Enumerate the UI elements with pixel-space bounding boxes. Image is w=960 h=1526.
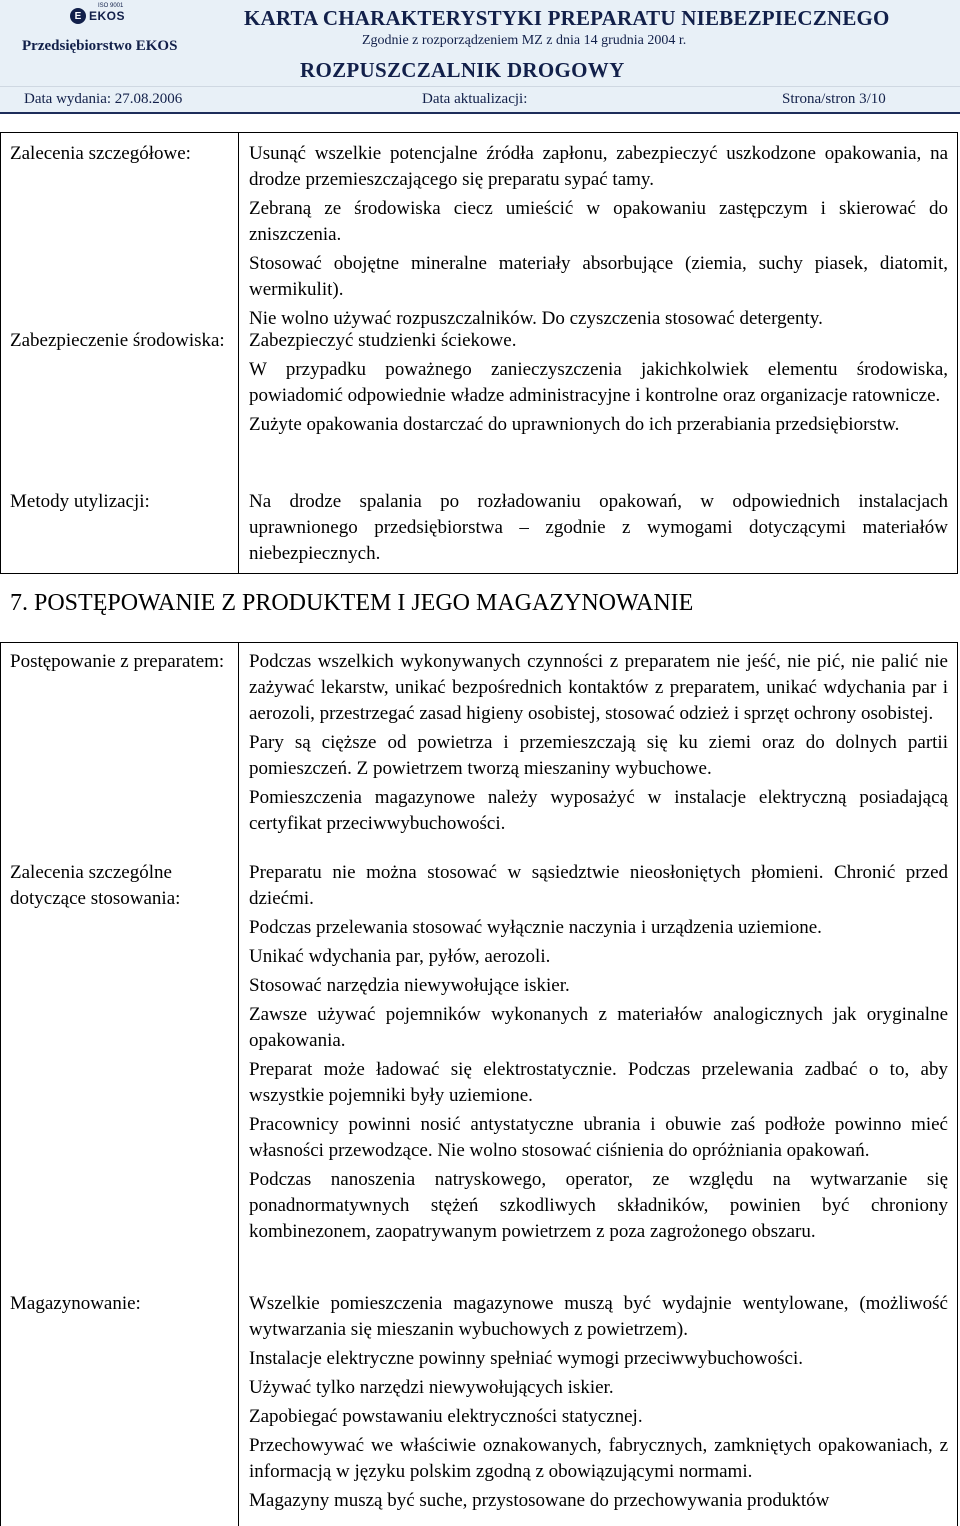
product-name: ROZPUSZCZALNIK DROGOWY xyxy=(300,58,625,82)
label-special-use-recommendations: Zalecenia szczególne dotyczące stosowania: xyxy=(10,862,181,909)
text-storage xyxy=(249,1291,948,1517)
paragraph: Preparat może ładować się elektrostatycznie. Podczas przelewania zadbać o to, aby wszystkie pojemniki były uziemione. xyxy=(249,1059,948,1106)
paragraph: Podczas nanoszenia natryskowego, operator, ze względu na wytwarzanie się ponadnormatywnych stężeń szkodliwych składników, powinien być chroniony kombinezonem, zaopatrywanym powietrzem z poza zagrożonego obszaru. xyxy=(249,1169,948,1242)
text-disposal-methods xyxy=(249,489,948,570)
label-disposal-methods: Metody utylizacji: xyxy=(10,491,150,512)
paragraph: Zużyte opakowania dostarczać do uprawnionych do ich przerabiania przedsiębiorstw. xyxy=(249,414,900,435)
logo-text: EKOS xyxy=(89,9,126,23)
paragraph: Używać tylko narzędzi niewywołujących iskier. xyxy=(249,1377,614,1398)
paragraph: Podczas wszelkich wykonywanych czynności z preparatem nie jeść, nie pić, nie palić nie zażywać lekarstw, unikać bezpośrednich kontaktów z preparatem, unikać wdychania par i aerozoli, przestrzegać zasad higieny osobistej, stosować odzież i sprzęt ochrony osobistej. xyxy=(249,651,948,724)
paragraph: Nie wolno używać rozpuszczalników. Do czyszczenia stosować detergenty. xyxy=(249,308,823,329)
meta-row xyxy=(0,86,960,113)
company-logo xyxy=(0,0,198,58)
paragraph: Instalacje elektryczne powinny spełniać wymogi przeciwwybuchowości. xyxy=(249,1348,803,1369)
label-handling: Postępowanie z preparatem: xyxy=(10,651,225,672)
logo-circle-icon: E xyxy=(70,8,86,24)
card-title: KARTA CHARAKTERYSTYKI PREPARATU NIEBEZPIECZNEGO xyxy=(244,6,890,30)
paragraph: Pomieszczenia magazynowe należy wyposażyć w instalacje elektryczną posiadającą certyfikat przeciwwybuchowości. xyxy=(249,787,948,834)
paragraph: Pracownicy powinni nosić antystatyczne ubrania i obuwie zaś podłoże powinno mieć własności przewodzące. Nie wolno stosować ciśnienia do opróżniania opakowań. xyxy=(249,1114,948,1161)
text-handling xyxy=(249,649,948,840)
label-storage: Magazynowanie: xyxy=(10,1293,141,1314)
card-subtitle: Zgodnie z rozporządzeniem MZ z dnia 14 grudnia 2004 r. xyxy=(362,33,687,48)
paragraph: Przechowywać we właściwie oznakowanych, fabrycznych, zamkniętych opakowaniach, z informacją w języku polskim zgodną z obowiązującymi normami. xyxy=(249,1435,948,1482)
paragraph: Zawsze używać pojemników wykonanych z materiałów analogicznych jak oryginalne opakowania. xyxy=(249,1004,948,1051)
section7-heading: 7. POSTĘPOWANIE Z PRODUKTEM I JEGO MAGAZYNOWANIE xyxy=(10,590,694,616)
text-detailed-recommendations xyxy=(249,141,948,335)
header-divider xyxy=(0,112,960,114)
paragraph: W przypadku poważnego zanieczyszczenia jakichkolwiek elementu środowiska, powiadomić odpowiednie władze administracyjne i kontrolne oraz organizacje ratownicze. xyxy=(249,359,948,406)
paragraph: Preparatu nie można stosować w sąsiedztwie nieosłoniętych płomieni. Chronić przed dziećmi. xyxy=(249,862,948,909)
paragraph: Wszelkie pomieszczenia magazynowe muszą być wydajnie wentylowane, (możliwość wytwarzania się mieszanin wybuchowych z powietrzem). xyxy=(249,1293,948,1340)
label-detailed-recommendations: Zalecenia szczegółowe: xyxy=(10,143,191,164)
text-special-use-recommendations xyxy=(249,860,948,1248)
company-name: Przedsiębiorstwo EKOS xyxy=(22,38,178,54)
paragraph: Podczas przelewania stosować wyłącznie naczynia i urządzenia uziemione. xyxy=(249,917,822,938)
paragraph: Usunąć wszelkie potencjalne źródła zapłonu, zabezpieczyć uszkodzone opakowania, na drodze przemieszczającego się preparatu sypać tamy. xyxy=(249,143,948,190)
label-environment-protection: Zabezpieczenie środowiska: xyxy=(10,330,225,351)
paragraph: Zebraną ze środowiska ciecz umieścić w opakowaniu zastępczym i skierować do zniszczenia. xyxy=(249,198,948,245)
update-date: Data aktualizacji: xyxy=(422,91,528,107)
paragraph: Zapobiegać powstawaniu elektryczności statycznej. xyxy=(249,1406,643,1427)
section7-column-divider xyxy=(238,642,239,1526)
paragraph: Pary są cięższe od powietrza i przemieszczają się ku ziemi oraz do dolnych partii pomieszczeń. Z powietrzem tworzą mieszaniny wybuchowe. xyxy=(249,732,948,779)
section6-column-divider xyxy=(238,132,239,574)
paragraph: Stosować narzędzia niewywołujące iskier. xyxy=(249,975,570,996)
paragraph: Stosować obojętne mineralne materiały absorbujące (ziemia, suchy piasek, diatomit, wermikulit). xyxy=(249,253,948,300)
text-environment-protection xyxy=(249,328,948,441)
logo-sub: ISO 9001 xyxy=(98,3,124,9)
document-header xyxy=(0,0,960,86)
paragraph: Magazyny muszą być suche, przystosowane do przechowywania produktów xyxy=(249,1490,830,1511)
paragraph: Zabezpieczyć studzienki ściekowe. xyxy=(249,330,517,351)
paragraph: Unikać wdychania par, pyłów, aerozoli. xyxy=(249,946,551,967)
paragraph: Na drodze spalania po rozładowaniu opakowań, w odpowiednich instalacjach uprawnionego przedsiębiorstwa – zgodnie z wymogami dotyczącymi materiałów niebezpiecznych. xyxy=(249,491,948,564)
page-number: Strona/stron 3/10 xyxy=(782,91,886,107)
issue-date: Data wydania: 27.08.2006 xyxy=(24,91,183,107)
